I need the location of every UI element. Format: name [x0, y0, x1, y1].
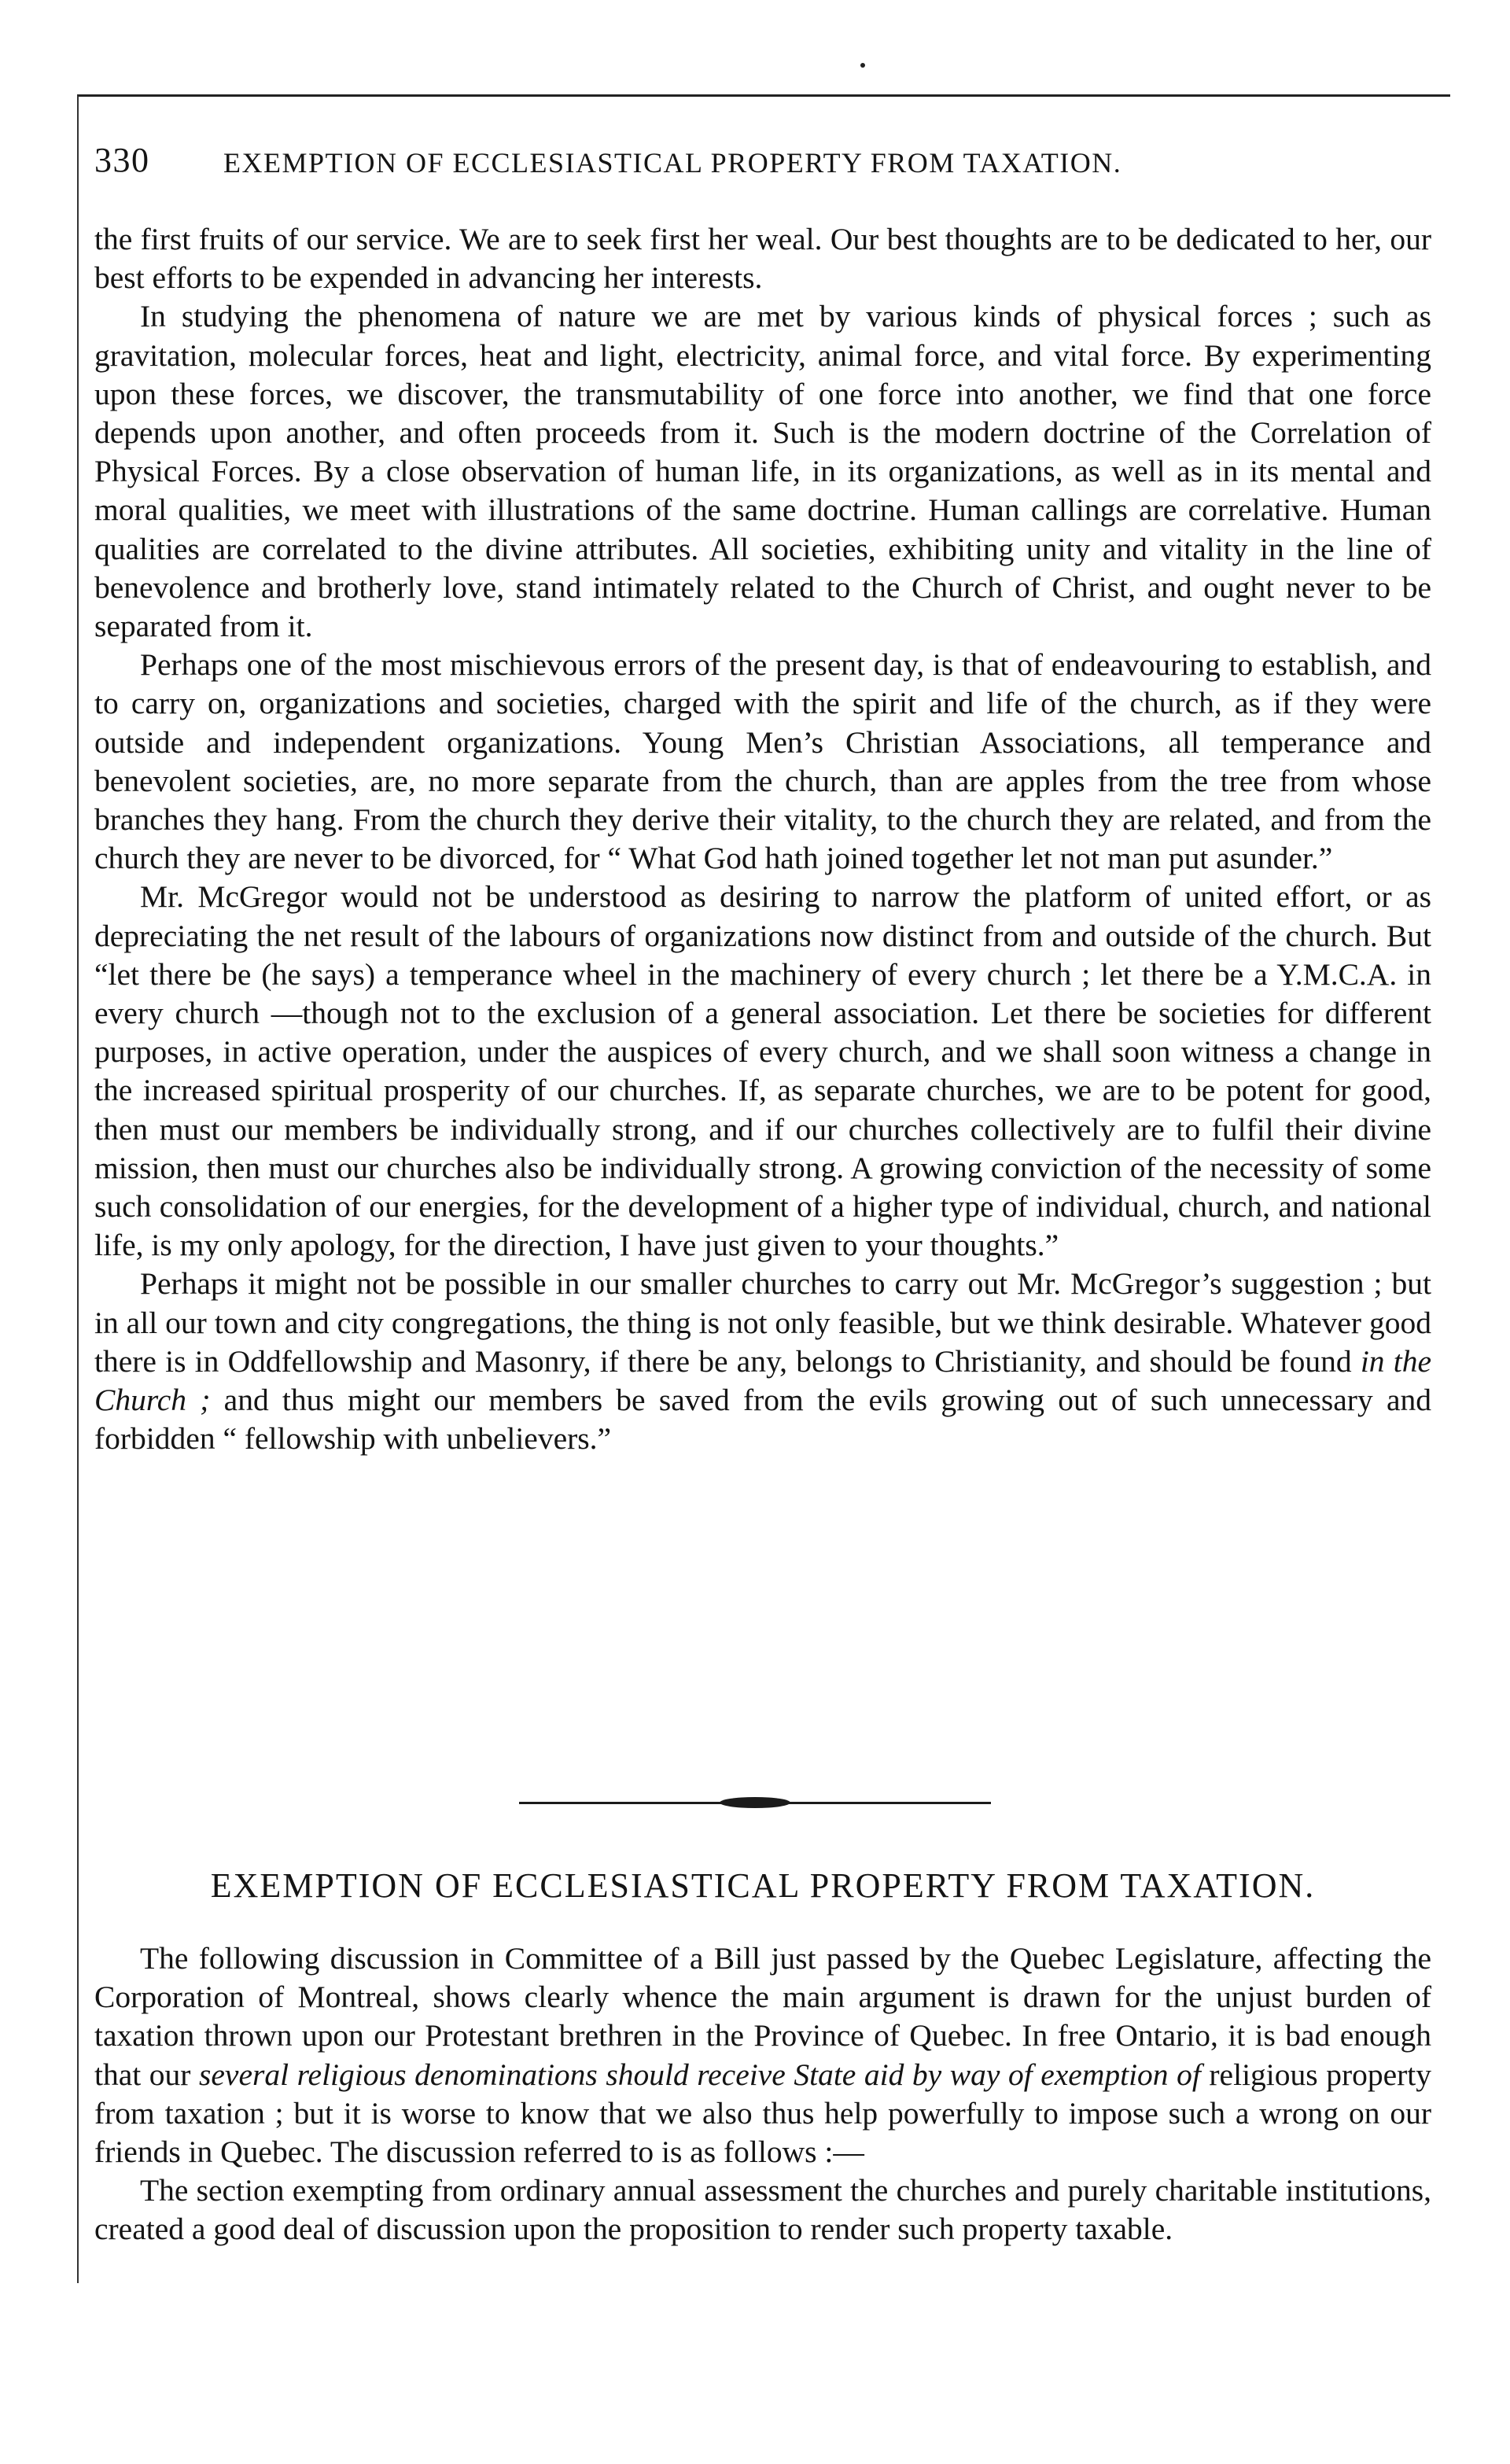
- paragraph: The section exempting from ordinary annual assessment the churches and purely charitable institutions, created a good deal of discussion upon the proposition to render such property taxable.: [94, 2173, 1431, 2247]
- article-continuation: [94, 220, 1431, 1459]
- running-title: EXEMPTION OF ECCLESIASTICAL PROPERTY FROM TAXATION.: [223, 147, 1122, 179]
- paragraph: the first fruits of our service. We are to seek first her weal. Our best thoughts are to be dedicated to her, our best efforts to be expended in advancing her interests.: [94, 222, 1431, 296]
- paragraph: In studying the phenomena of nature we are met by various kinds of physical forces ; such as gravitation, molecular forces, heat and light, electricity, animal force, and vital force. By experimenting upon these forces, we discover, the transmutability of one force into another, we find that one force depends upon another, and often proceeds from it. Such is the modern doctrine of the Correlation of Physical Forces. By a close observation of human life, in its organizations, as well as in its mental and moral qualities, we meet with illustrations of the same doctrine. Human callings are correlative. Human qualities are correlated to the divine attributes. All societies, exhibiting unity and vitality in the line of benevolence and brotherly love, stand intimately related to the Church of Christ, and ought never to be separated from it.: [94, 299, 1431, 644]
- paragraph: [94, 1265, 1431, 1458]
- section-title: EXEMPTION OF ECCLESIASTICAL PROPERTY FROM TAXATION.: [210, 1866, 1316, 1905]
- text-run: and thus might our members be saved from the evils growing out of such unnecessary and forbidden “ fellowship with unbelievers.”: [94, 1383, 1431, 1457]
- italic-text: several religious denominations should receive State aid by way of exemption of: [199, 2057, 1201, 2092]
- paragraph: Perhaps one of the most mischievous errors of the present day, is that of endeavouring to establish, and to carry on, organizations and societies, charged with the spirit and life of the church, as if they were outside and independent organizations. Young Men’s Christian Associations, all temperance and benevolent societies, are, no more separate from the church, than are apples from the tree from whose branches they hang. From the church they derive their vitality, to the church they are related, and from the church they are never to be divorced, for “ What God hath joined together let not man put asunder.”: [94, 647, 1431, 876]
- italic-text: in the Church ;: [94, 1343, 1432, 1418]
- text-run: The following discussion in Committee of a Bill just passed by the Quebec Legislature, affecting the Corporation of Montreal, shows clearly whence the main argument is drawn for the unjust burden of taxation thrown upon our Protestant brethren in the Province of Quebec. In free Ontario, it is bad enough that our: [94, 1941, 1431, 2092]
- ink-speck: [860, 63, 865, 68]
- section-separator: [519, 1795, 991, 1810]
- page-number: 330: [94, 141, 150, 179]
- text-run: Perhaps it might not be possible in our smaller churches to carry out Mr. McGregor’s suggestion ; but in all our town and city congregations, the thing is not only feasible, but we think desirable. Whatever good there is in Oddfellowship and Masonry, if there be any, belongs to Christianity, and should be found: [94, 1266, 1431, 1379]
- text-run: religious property from taxation ; but it is worse to know that we also thus help powerfully to impose such a wrong on our friends in Quebec. The discussion referred to is as follows :—: [94, 2057, 1432, 2170]
- article-exemption: [94, 1939, 1431, 2249]
- running-header: [94, 140, 1431, 184]
- separator-ornament: [720, 1797, 790, 1808]
- paragraph: [94, 1939, 1431, 2171]
- paragraph: Mr. McGregor would not be understood as desiring to narrow the platform of united effort, or as depreciating the net result of the labours of organizations now distinct from and outside of the church. But “let there be (he says) a temperance wheel in the machinery of every church ; let there be a Y.M.C.A. in every church —though not to the exclusion of a general association. Let there be societies for different purposes, in active operation, under the auspices of every church, and we shall soon witness a change in the increased spiritual prosperity of our churches. If, as separate churches, we are to be potent for good, then must our members be individually strong, and if our churches collectively are to fulfil their divine mission, then must our churches also be individually strong. A growing conviction of the necessity of some such consolidation of our energies, for the development of a higher type of individual, church, and national life, is my only apology, for the direction, I have just given to your thoughts.”: [94, 879, 1431, 1263]
